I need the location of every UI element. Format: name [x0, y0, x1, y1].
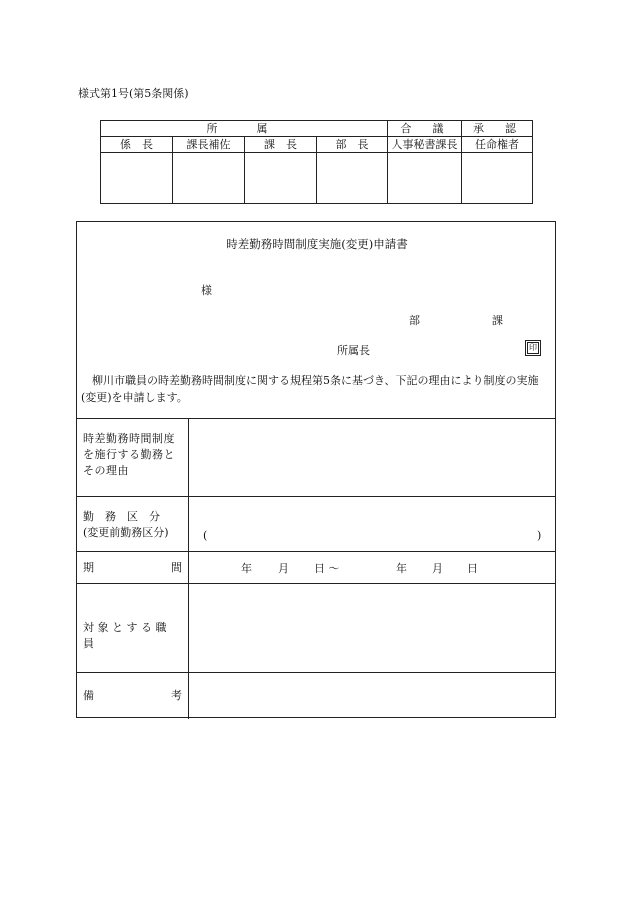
period-label: [83, 560, 182, 576]
role-section-manager: 課 長: [245, 137, 317, 153]
shift-label-cell: [77, 497, 189, 552]
notes-label-cell: [77, 673, 189, 719]
seal-icon: [525, 340, 541, 356]
seal-mark: 印: [529, 343, 537, 352]
application-form: [76, 221, 556, 718]
form-title: 時差勤務時間制度実施(変更)申請書: [226, 237, 408, 251]
stamp-cell-5[interactable]: [388, 153, 462, 204]
period-label-cell: [77, 552, 189, 584]
period-label-start: 期: [83, 561, 94, 574]
stamp-cell-1[interactable]: [101, 153, 173, 204]
head-label: 所属長: [337, 344, 370, 357]
approval-stamp-table: [100, 120, 533, 204]
section-label: 課: [492, 314, 503, 327]
stamp-cell-2[interactable]: [173, 153, 245, 204]
reason-label: 時差勤務時間制度を施行する勤務とその理由: [83, 432, 175, 477]
stamp-cell-3[interactable]: [245, 153, 317, 204]
role-appointer: 任命権者: [462, 137, 533, 153]
staff-label: 対象とする職員: [83, 621, 170, 650]
shift-paren-close: ): [537, 529, 542, 542]
period-month-end: 月: [432, 562, 443, 575]
notes-label-start: 備: [83, 689, 94, 702]
shift-label-sub: (変更前勤務区分): [83, 526, 169, 539]
period-row: [77, 551, 555, 584]
role-chief: 係 長: [101, 137, 173, 153]
role-deputy-manager: 課長補佐: [173, 137, 245, 153]
staff-label-cell: [77, 584, 189, 673]
stamp-cell-6[interactable]: [462, 153, 533, 204]
consult-header: 合 議: [388, 121, 462, 137]
role-department-head: 部 長: [317, 137, 388, 153]
period-day-end: 日: [467, 562, 478, 575]
reason-label-cell: [77, 419, 189, 497]
affiliation-header: 所 属: [101, 121, 388, 137]
period-year-start: 年: [241, 562, 252, 575]
approve-header: 承 認: [462, 121, 533, 137]
staff-row: [77, 583, 555, 673]
notes-row: [77, 672, 555, 719]
form-number: 様式第1号(第5条関係): [78, 87, 189, 100]
reason-row: [77, 418, 555, 497]
stamp-cell-4[interactable]: [317, 153, 388, 204]
shift-paren-open: (: [203, 529, 208, 542]
shift-row: [77, 496, 555, 552]
shift-label: 勤 務 区 分: [83, 510, 160, 523]
period-month-start: 月: [278, 562, 289, 575]
period-label-end: 間: [171, 561, 182, 574]
period-year-end: 年: [396, 562, 407, 575]
period-day-start: 日 ～: [314, 562, 340, 575]
request-statement: 柳川市職員の時差勤務時間制度に関する規程第5条に基づき、下記の理由により制度の実施(変更)を申請します。: [81, 374, 539, 404]
dept-label: 部: [409, 314, 420, 327]
addressee-suffix: 様: [201, 284, 212, 297]
notes-label-end: 考: [171, 689, 182, 702]
role-hr-manager: 人事秘書課長: [388, 137, 462, 153]
notes-label: [83, 688, 182, 704]
